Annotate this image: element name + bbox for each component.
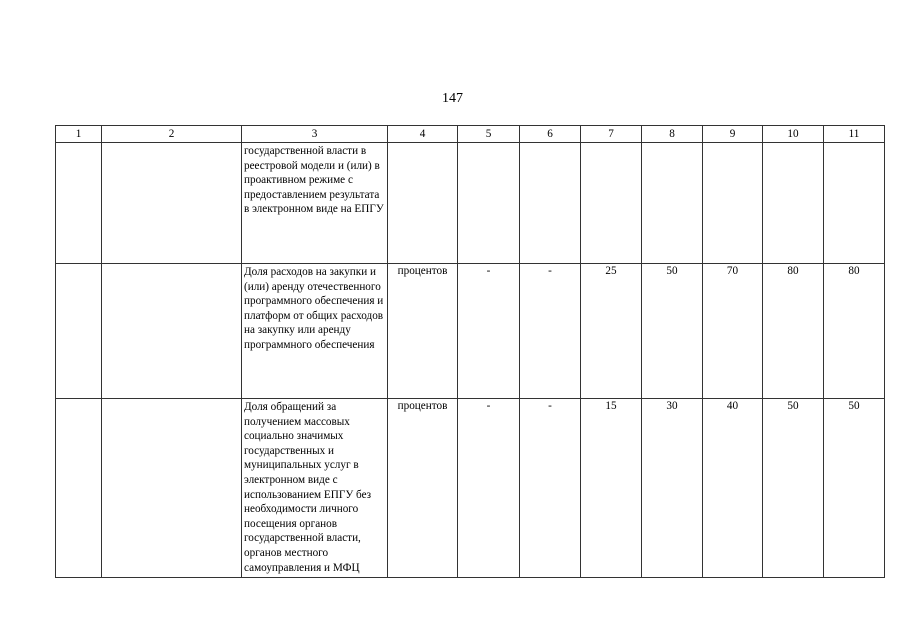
col-header-4: 4 <box>388 126 458 143</box>
indicator-name-text: Доля обращений за получением массовых социально значимых государственных и муниципальных услуг в электронном виде с использованием ЕПГУ без необходимости личного посещения органов государственной власти, органов местного самоуправления и МФЦ <box>244 401 372 574</box>
cell-number <box>56 399 102 578</box>
cell-value-5: - <box>458 264 520 399</box>
cell-value-11: 80 <box>824 264 885 399</box>
cell-value-6 <box>520 143 581 264</box>
col-header-7: 7 <box>581 126 642 143</box>
col-header-9: 9 <box>703 126 763 143</box>
cell-value-8 <box>642 143 703 264</box>
table-row <box>56 399 885 578</box>
cell-value-10: 50 <box>763 399 824 578</box>
cell-value-8: 50 <box>642 264 703 399</box>
cell-number <box>56 264 102 399</box>
col-header-5: 5 <box>458 126 520 143</box>
indicator-table <box>55 125 885 578</box>
header-row <box>56 126 885 143</box>
cell-value-7 <box>581 143 642 264</box>
cell-unit: процентов <box>388 399 458 578</box>
page-number: 147 <box>442 91 463 106</box>
cell-value-10: 80 <box>763 264 824 399</box>
indicator-name-text: Доля расходов на закупки и (или) аренду отечественного программного обеспечения и платформ от общих расходов на закупку или аренду программного обеспечения <box>244 266 384 351</box>
cell-value-11 <box>824 143 885 264</box>
table-row <box>56 143 885 264</box>
cell-unit: процентов <box>388 264 458 399</box>
cell-number <box>56 143 102 264</box>
indicator-name-text: государственной власти в реестровой модели и (или) в проактивном режиме с предоставлением результата в электронном виде на ЕПГУ <box>244 145 384 216</box>
cell-value-8: 30 <box>642 399 703 578</box>
cell-value-6: - <box>520 399 581 578</box>
cell-value-10 <box>763 143 824 264</box>
cell-value-5 <box>458 143 520 264</box>
cell-value-9 <box>703 143 763 264</box>
col-header-8: 8 <box>642 126 703 143</box>
cell-indicator-name <box>242 264 388 399</box>
col-header-11: 11 <box>824 126 885 143</box>
col-header-6: 6 <box>520 126 581 143</box>
col-header-1: 1 <box>56 126 102 143</box>
cell-value-5: - <box>458 399 520 578</box>
cell-goal <box>102 264 242 399</box>
cell-value-11: 50 <box>824 399 885 578</box>
cell-value-7: 15 <box>581 399 642 578</box>
cell-value-9: 70 <box>703 264 763 399</box>
cell-value-6: - <box>520 264 581 399</box>
cell-indicator-name <box>242 143 388 264</box>
cell-value-7: 25 <box>581 264 642 399</box>
col-header-10: 10 <box>763 126 824 143</box>
cell-unit <box>388 143 458 264</box>
cell-value-9: 40 <box>703 399 763 578</box>
cell-goal <box>102 143 242 264</box>
cell-indicator-name <box>242 399 388 578</box>
col-header-2: 2 <box>102 126 242 143</box>
col-header-3: 3 <box>242 126 388 143</box>
table-row <box>56 264 885 399</box>
cell-goal <box>102 399 242 578</box>
